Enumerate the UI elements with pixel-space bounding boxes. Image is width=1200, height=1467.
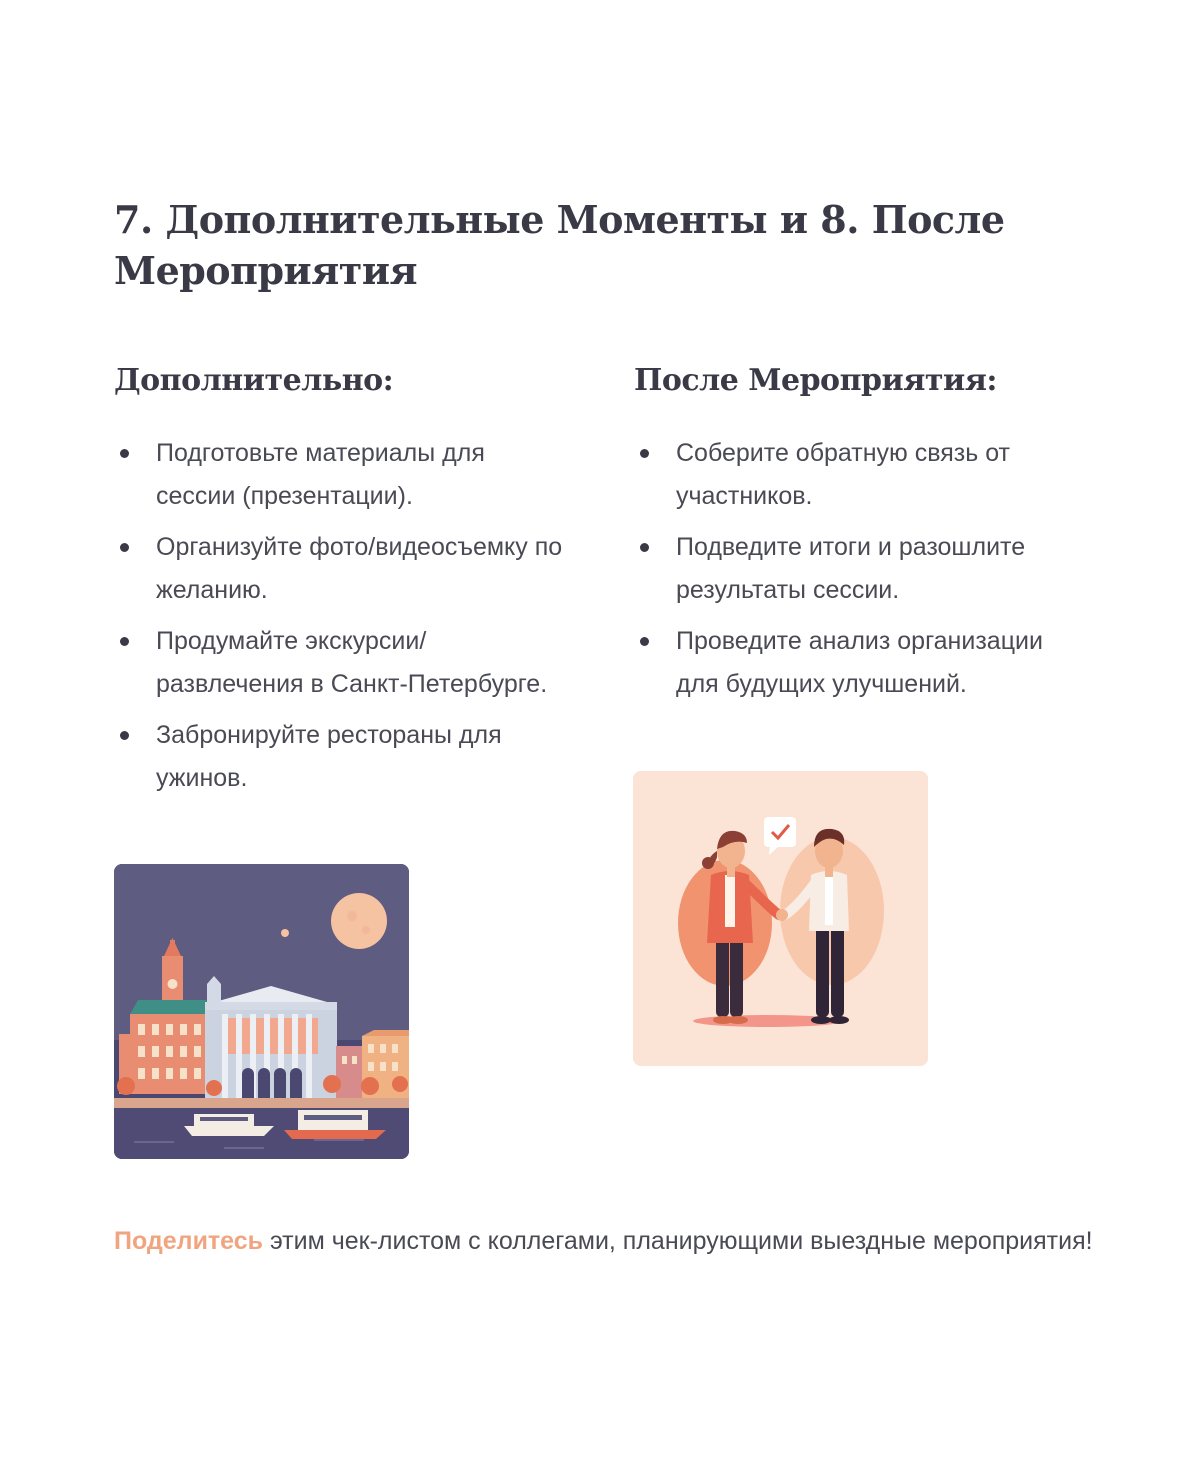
list-item-text: Соберите обратную связь от участников. — [676, 439, 1010, 510]
list-item-text: Организуйте фото/видеосъемку по желанию. — [156, 533, 563, 604]
list-item — [634, 526, 1084, 611]
additional-section — [114, 360, 564, 808]
handshake-illustration — [633, 771, 928, 1066]
list-item-text: Подготовьте материалы для сессии (презентации). — [156, 439, 485, 510]
bullet-icon — [640, 637, 649, 646]
additional-list — [114, 432, 564, 799]
list-item-text: Забронируйте рестораны для ужинов. — [156, 721, 502, 792]
list-item-text: Подведите итоги и разошлите результаты сессии. — [676, 533, 1026, 604]
list-item-text: Продумайте экскурсии/развлечения в Санкт-Петербурге. — [156, 627, 548, 698]
list-item-text: Проведите анализ организации для будущих улучшений. — [676, 627, 1043, 698]
share-accent: Поделитесь — [114, 1227, 264, 1255]
bullet-icon — [120, 637, 129, 646]
share-note — [114, 1220, 1094, 1263]
after-event-heading: После Мероприятия: — [634, 363, 997, 398]
bullet-icon — [120, 449, 129, 458]
list-item — [114, 714, 564, 799]
bullet-icon — [640, 449, 649, 458]
list-item — [114, 620, 564, 705]
bullet-icon — [120, 543, 129, 552]
after-event-list — [634, 432, 1084, 705]
saint-petersburg-illustration — [114, 864, 409, 1159]
additional-heading: Дополнительно: — [114, 363, 394, 398]
list-item — [634, 620, 1084, 705]
list-item — [634, 432, 1084, 517]
list-item — [114, 432, 564, 517]
list-item — [114, 526, 564, 611]
page-title: 7. Дополнительные Моменты и 8. После Мероприятия — [114, 197, 1005, 293]
share-text: этим чек-листом с коллегами, планирующими выездные мероприятия! — [263, 1227, 1093, 1255]
after-event-section — [634, 360, 1084, 714]
bullet-icon — [120, 731, 129, 740]
bullet-icon — [640, 543, 649, 552]
